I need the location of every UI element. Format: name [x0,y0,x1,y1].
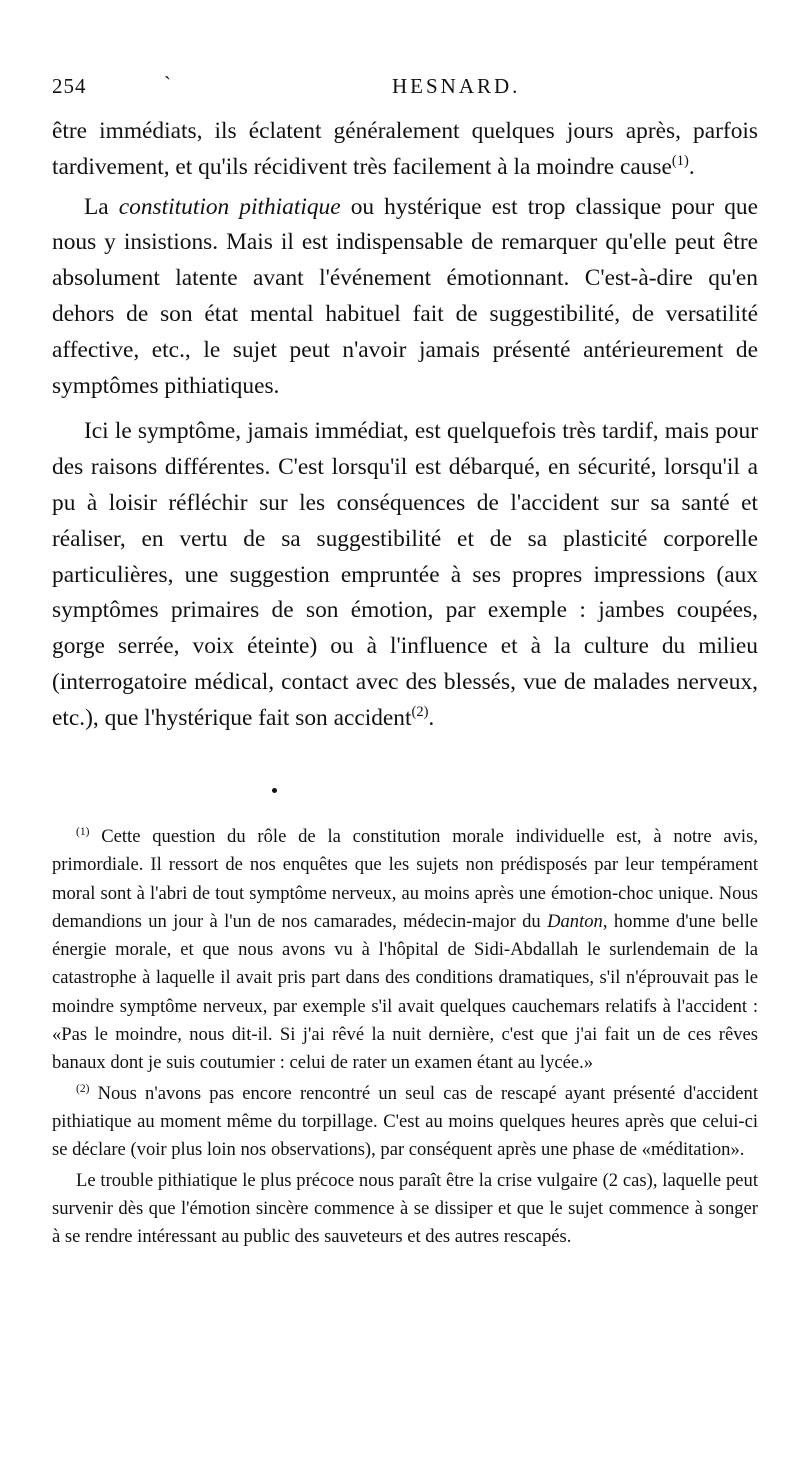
running-title: HESNARD. [392,74,521,98]
page-number: 254 [52,74,87,98]
footnote-ref-1: (1) [671,153,689,169]
paragraph-2: La constitution pithiatique ou hystérique est trop classique pour que nous y insistions. Mais il est indispensable de remarquer qu'elle peut être absolument latente avant l'événement émotionnant. C'est-à-dire qu'en dehors de son état mental habituel fait de suggestibilité, de versatilité affective, etc., le sujet peut n'avoir jamais présenté antérieurement de symptômes pithiatiques. [52,193,759,399]
ship-name: Danton [547,910,603,932]
separator-dot [272,788,277,793]
footnote-continuation: Le trouble pithiatique le plus précoce nous paraît être la crise vulgaire (2 cas), laquelle peut survenir dès que l'émotion sincère commence à se dissiper et que le sujet commence à songer à se rendre intéressant au public des sauveteurs et des autres rescapés. [52,1169,758,1248]
footnote-marker-1: (1) [76,825,90,838]
page-header [52,74,752,104]
main-text [52,114,758,737]
footnote-marker-2: (2) [76,1082,90,1095]
footnote-1: $^{(1)}$ Cette question du rôle de la constitution morale individuelle est, à notre avis, primordiale. Il ressort de nos enquêtes que les sujets non prédisposés par leur tempérament moral sont à l'abri de tout symptôme nerveux, au moins après une émotion-choc unique. Nous demandions un jour à l'un de nos camarades, médecin-major du Danton, homme d'une belle énergie morale, et que nous avons vu à l'hôpital de Sidi-Abdallah le surlendemain de la catastrophe à laquelle il avait pris part dans des conditions dramatiques, s'il n'éprouvait pas le moindre symptôme nerveux, par exemple s'il avait quelques cauchemars relatifs à l'accident : «Pas le moindre, nous dit-il. Si j'ai rêvé la nuit dernière, c'est que j'ai fait un de ces rêves banaux dont je suis coutumier : celui de rater un examen étant au lycée.» [52,825,758,1074]
paragraph-3: Ici le symptôme, jamais immédiat, est quelquefois très tardif, mais pour des raisons différentes. C'est lorsqu'il est débarqué, en sécurité, lorsqu'il a pu à loisir réfléchir sur les conséquences de l'accident sur sa santé et réaliser, en vertu de sa suggestibilité et de sa plasticité corporelle particulières, une suggestion empruntée à ses propres impressions (aux symptômes primaires de son émotion, par exemple : jambes coupées, gorge serrée, voix éteinte) ou à l'influence et à la culture du milieu (interrogatoire médical, contact avec des blessés, vue de malades nerveux, etc.), que l'hystérique fait son accident$^{(2)}$. [52,418,758,731]
footnote-ref-2: (2) [411,703,429,720]
footnotes [52,823,758,1251]
footnote-2: $^{(2)}$ Nous n'avons pas encore rencontré un seul cas de rescapé ayant présenté d'accident pithiatique au moment même du torpillage. C'est au moins quelques heures après que celui-ci se déclare (voir plus loin nos observations), par conséquent après une phase de «méditation». [52,1082,758,1161]
paragraph-1: être immédiats, ils éclatent généralement quelques jours après, parfois tardivement, et qu'ils récidivent très facilement à la moindre cause$^{(1)}$. [52,118,758,180]
emphasized-term: constitution pithiatique [118,193,341,220]
header-mark: ` [164,72,172,96]
